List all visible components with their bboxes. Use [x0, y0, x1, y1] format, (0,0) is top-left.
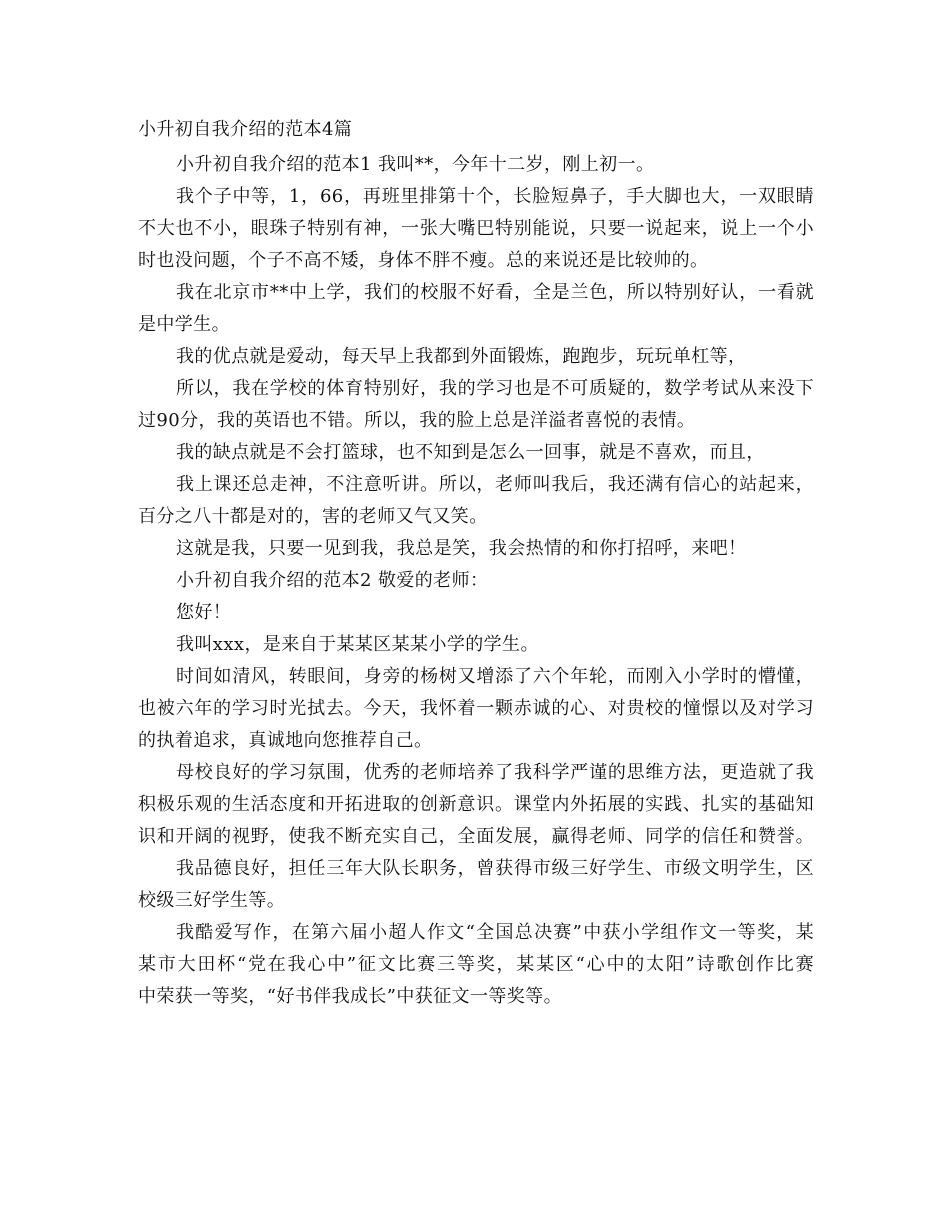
text-line: 小升初自我介绍的范本1 我叫**，今年十二岁，刚上初一。	[176, 154, 655, 175]
text-line: 我品德良好，担任三年大队长职务，曾获得市级三好学生、市级文明学生，区	[176, 858, 814, 879]
text-line: 某市大田杯“党在我心中”征文比赛三等奖，某某区“心中的太阳”诗歌创作比赛	[138, 954, 814, 975]
text-line: 我在北京市**中上学，我们的校服不好看，全是兰色，所以特别好认，一看就	[176, 282, 814, 303]
text-line: 所以，我在学校的体育特别好，我的学习也是不可质疑的，数学考试从来没下	[176, 378, 814, 399]
text-line: 时也没问题，个子不高不矮，身体不胖不瘦。总的来说还是比较帅的。	[138, 250, 709, 271]
text-line: 母校良好的学习氛围，优秀的老师培养了我科学严谨的思维方法，更造就了我	[176, 762, 814, 783]
text-line: 我的缺点就是不会打篮球，也不知到是怎么一回事，就是不喜欢，而且，	[176, 442, 765, 463]
text-line: 我酷爱写作，在第六届小超人作文“全国总决赛”中获小学组作文一等奖，某	[176, 922, 814, 943]
text-line: 校级三好学生等。	[138, 890, 286, 911]
text-line: 是中学生。	[138, 314, 230, 335]
text-line: 小升初自我介绍的范本2 敬爱的老师：	[176, 570, 489, 591]
document-title: 小升初自我介绍的范本4篇	[138, 119, 353, 140]
text-line: 您好！	[176, 602, 232, 623]
text-line: 积极乐观的生活态度和开拓进取的创新意识。课堂内外拓展的实践、扎实的基础知	[138, 794, 814, 815]
text-line: 时间如清风，转眼间，身旁的杨树又增添了六个年轮，而刚入小学时的懵懂，	[176, 666, 814, 687]
text-line: 我叫xxx，是来自于某某区某某小学的学生。	[176, 634, 539, 655]
paragraph-lines	[138, 149, 814, 1013]
text-line: 中荣获一等奖，“好书伴我成长”中获征文一等奖等。	[138, 986, 563, 1007]
document-body	[138, 115, 814, 1013]
text-line: 的执着追求，真诚地向您推荐自己。	[138, 730, 433, 751]
text-line: 过90分，我的英语也不错。所以，我的脸上总是洋溢者喜悦的表情。	[138, 410, 696, 431]
text-line: 这就是我，只要一见到我，我总是笑，我会热情的和你打招呼，来吧！	[176, 538, 747, 559]
text-line: 不大也不小，眼珠子特别有神，一张大嘴巴特别能说，只要一说起来，说上一个小	[138, 218, 814, 239]
text-line: 识和开阔的视野，使我不断充实自己，全面发展，赢得老师、同学的信任和赞誉。	[138, 826, 814, 847]
text-line: 我个子中等，1，66，再班里排第十个，长脸短鼻子，手大脚也大，一双眼睛	[176, 186, 814, 207]
text-line: 也被六年的学习时光拭去。今天，我怀着一颗赤诚的心、对贵校的憧憬以及对学习	[138, 698, 814, 719]
text-line: 百分之八十都是对的，害的老师又气又笑。	[138, 506, 488, 527]
text-line: 我的优点就是爱动，每天早上我都到外面锻炼，跑跑步，玩玩单杠等，	[176, 346, 747, 367]
text-line: 我上课还总走神，不注意听讲。所以，老师叫我后，我还满有信心的站起来，	[176, 474, 814, 495]
